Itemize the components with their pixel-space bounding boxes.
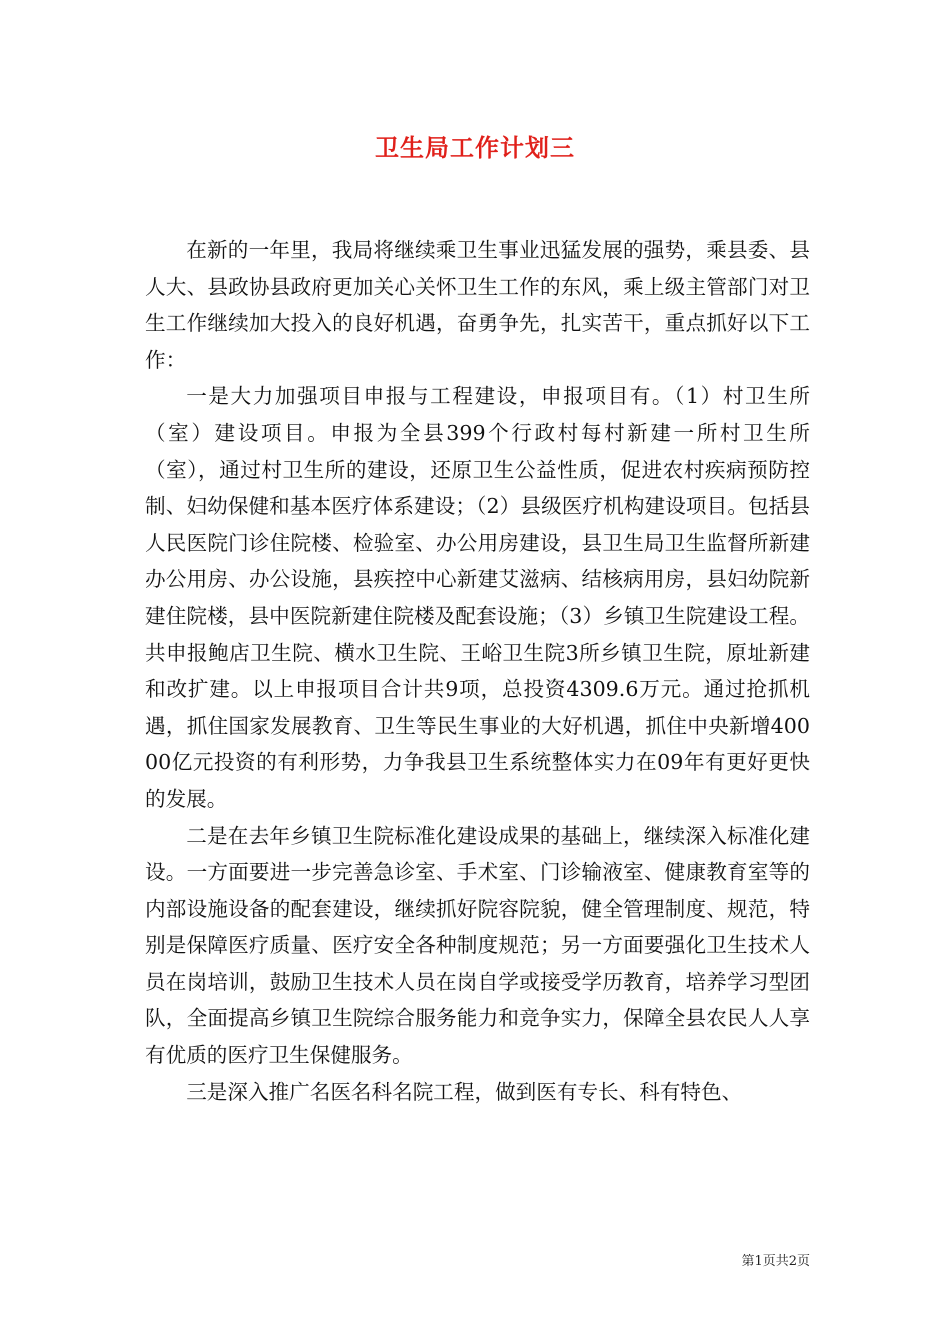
paragraph-item-3: 三是深入推广名医名科名院工程，做到医有专长、科有特色、 [186,1079,743,1104]
paragraph-intro: 在新的一年里，我局将继续乘卫生事业迅猛发展的强势，乘县委、县人大、县政协县政府更加关心关怀卫生工作的东风，乘上级主管部门对卫生工作继续加大投入的良好机遇，奋勇争先，扎实苦干，重点抓好以下工作： [145,238,810,372]
paragraph-item-2: 二是在去年乡镇卫生院标准化建设成果的基础上，继续深入标准化建设。一方面要进一步完善急诊室、手术室、门诊输液室、健康教育室等的内部设施设备的配套建设，继续抓好院容院貌，健全管理制度、规范，特别是保障医疗质量、医疗安全各种制度规范；另一方面要强化卫生技术人员在岗培训，鼓励卫生技术人员在岗自学或接受学历教育，培养学习型团队，全面提高乡镇卫生院综合服务能力和竞争实力，保障全县农民人人享有优质的医疗卫生保健服务。 [145,823,810,1068]
document-title: 卫生局工作计划三 [375,133,575,162]
page-number: 第1页共2页 [741,1254,810,1269]
paragraph-item-1: 一是大力加强项目申报与工程建设，申报项目有。（1）村卫生所（室）建设项目。申报为全县399个行政村每村新建一所村卫生所（室），通过村卫生所的建设，还原卫生公益性质，促进农村疾病预防控制、妇幼保健和基本医疗体系建设；（2）县级医疗机构建设项目。包括县人民医院门诊住院楼、检验室、办公用房建设，县卫生局卫生监督所新建办公用房、办公设施，县疾控中心新建艾滋病、结核病用房，县妇幼院新建住院楼，县中医院新建住院楼及配套设施；（3）乡镇卫生院建设工程。共申报鲍店卫生院、横水卫生院、王峪卫生院3所乡镇卫生院，原址新建和改扩建。以上申报项目合计共9项，总投资4309.6万元。通过抢抓机遇，抓住国家发展教育、卫生等民生事业的大好机遇，抓住中央新增40000亿元投资的有利形势，力争我县卫生系统整体实力在09年有更好更快的发展。 [145,384,810,811]
document-body [145,232,810,1110]
